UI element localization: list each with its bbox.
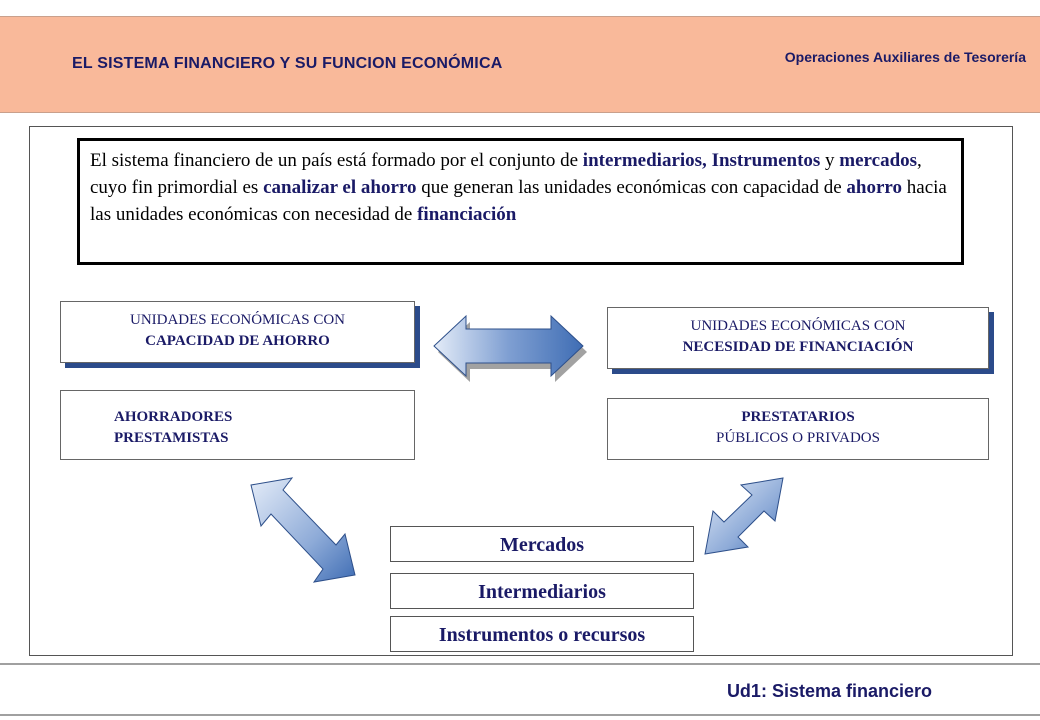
savers-line2: PRESTAMISTAS [114,430,229,446]
footer-unit-label: Ud1: Sistema financiero [726,681,932,701]
footer-divider-top [0,663,1040,665]
definition-bold-intermediarios: intermediarios, [582,150,707,171]
markets-box: Mercados [390,526,694,562]
definition-text-3: y [820,150,840,171]
borrowers-line2: PÚBLICOS O PRIVADOS [716,430,880,446]
definition-bold-canalizar: canalizar el ahorro [263,177,417,198]
page-title: EL SISTEMA FINANCIERO Y SU FUNCION ECONÓMICA [72,55,503,72]
definition-bold-instrumentos: Instrumentos [711,150,821,171]
course-name: Operaciones Auxiliares de Tesorería [784,49,1026,65]
right-diagonal-arrow-icon [705,478,783,554]
definition-text-6: hacia las unidades económicas con necesidad de [90,177,947,225]
definition-text-5: que generan las unidades económicas con capacidad de [416,177,847,198]
definition-bold-mercados: mercados [839,150,918,171]
definition-bold-ahorro: ahorro [846,177,903,198]
financing-units-line2: NECESIDAD DE FINANCIACIÓN [682,339,914,355]
intermediaries-box: Intermediarios [390,573,694,609]
definition-bold-financiacion: financiación [417,204,517,225]
savings-units-line2: CAPACIDAD DE AHORRO [145,333,330,349]
instruments-box: Instrumentos o recursos [390,616,694,652]
savings-units-line1: UNIDADES ECONÓMICAS CON [129,312,345,328]
borrowers-line1: PRESTATARIOS [741,409,855,425]
definition-text-1: El sistema financiero de un país está formado por el conjunto de [90,150,583,171]
footer-divider-bottom [0,714,1040,716]
financing-units-line1: UNIDADES ECONÓMICAS CON [690,318,906,334]
definition-text-4: , cuyo fin primordial es [90,150,922,198]
left-diagonal-arrow-icon [251,478,355,582]
savers-line1: AHORRADORES [114,409,233,425]
